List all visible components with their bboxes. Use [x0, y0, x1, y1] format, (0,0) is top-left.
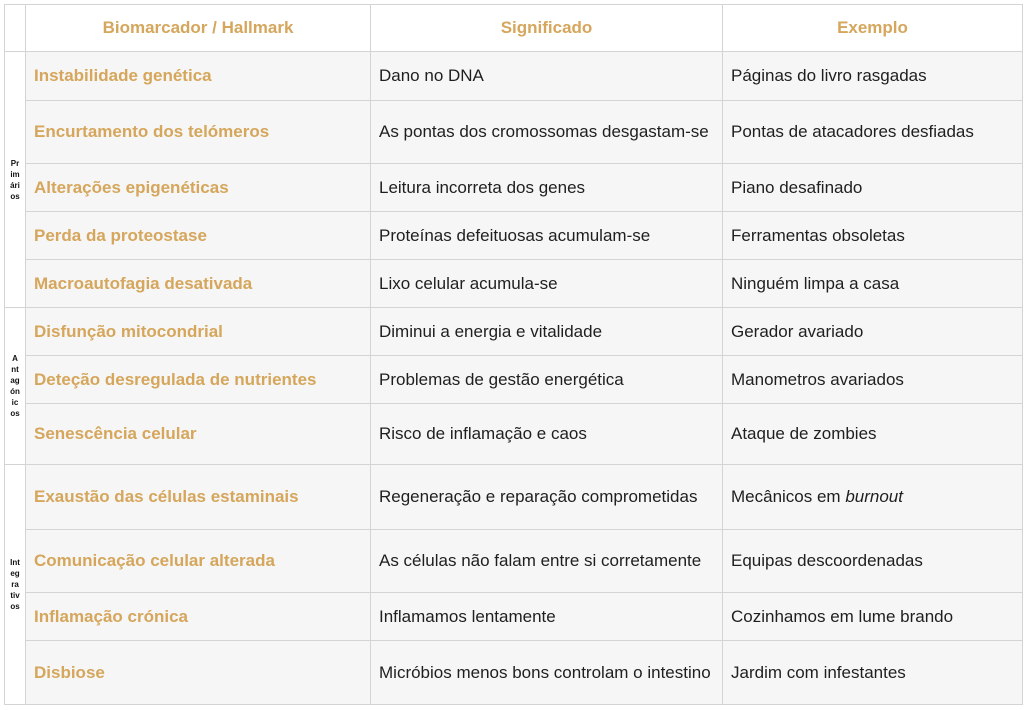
- meaning-cell: Micróbios menos bons controlam o intestino: [371, 641, 723, 705]
- example-emphasis: burnout: [845, 487, 903, 506]
- hallmark-cell: Exaustão das células estaminais: [26, 465, 371, 530]
- meaning-cell: As células não falam entre si corretamente: [371, 530, 723, 593]
- meaning-cell: Inflamamos lentamente: [371, 593, 723, 641]
- hallmark-cell: Deteção desregulada de nutrientes: [26, 356, 371, 404]
- table-row: [5, 465, 1023, 530]
- group-label-integrativos: Integrativos: [5, 465, 26, 705]
- header-meaning: Significado: [371, 5, 723, 52]
- table-row: [5, 308, 1023, 356]
- header-row: [5, 5, 1023, 52]
- table-row: [5, 260, 1023, 308]
- example-text: Mecânicos em: [731, 487, 846, 506]
- group-label-primarios: Primários: [5, 52, 26, 308]
- example-cell: Piano desafinado: [723, 164, 1023, 212]
- example-cell: Gerador avariado: [723, 308, 1023, 356]
- hallmark-cell: Macroautofagia desativada: [26, 260, 371, 308]
- meaning-cell: As pontas dos cromossomas desgastam-se: [371, 101, 723, 164]
- header-example: Exemplo: [723, 5, 1023, 52]
- example-cell: Ferramentas obsoletas: [723, 212, 1023, 260]
- example-cell: Páginas do livro rasgadas: [723, 52, 1023, 101]
- example-cell: Ninguém limpa a casa: [723, 260, 1023, 308]
- meaning-cell: Leitura incorreta dos genes: [371, 164, 723, 212]
- table-row: [5, 530, 1023, 593]
- hallmark-cell: Disfunção mitocondrial: [26, 308, 371, 356]
- hallmark-cell: Disbiose: [26, 641, 371, 705]
- meaning-cell: Problemas de gestão energética: [371, 356, 723, 404]
- hallmark-cell: Inflamação crónica: [26, 593, 371, 641]
- example-cell: [723, 465, 1023, 530]
- meaning-cell: Proteínas defeituosas acumulam-se: [371, 212, 723, 260]
- header-hallmark: Biomarcador / Hallmark: [26, 5, 371, 52]
- meaning-cell: Lixo celular acumula-se: [371, 260, 723, 308]
- group-label-antagonicos: Antagónicos: [5, 308, 26, 465]
- hallmark-cell: Alterações epigenéticas: [26, 164, 371, 212]
- table-row: [5, 356, 1023, 404]
- hallmark-cell: Perda da proteostase: [26, 212, 371, 260]
- hallmark-cell: Encurtamento dos telómeros: [26, 101, 371, 164]
- meaning-cell: Risco de inflamação e caos: [371, 404, 723, 465]
- table-row: [5, 52, 1023, 101]
- meaning-cell: Diminui a energia e vitalidade: [371, 308, 723, 356]
- example-cell: Cozinhamos em lume brando: [723, 593, 1023, 641]
- example-cell: Manometros avariados: [723, 356, 1023, 404]
- meaning-cell: Dano no DNA: [371, 52, 723, 101]
- hallmarks-table: [4, 4, 1023, 705]
- table-row: [5, 164, 1023, 212]
- meaning-cell: Regeneração e reparação comprometidas: [371, 465, 723, 530]
- table-row: [5, 593, 1023, 641]
- hallmark-cell: Instabilidade genética: [26, 52, 371, 101]
- example-cell: Pontas de atacadores desfiadas: [723, 101, 1023, 164]
- hallmark-cell: Senescência celular: [26, 404, 371, 465]
- table-row: [5, 641, 1023, 705]
- table-row: [5, 101, 1023, 164]
- table-row: [5, 404, 1023, 465]
- example-cell: Equipas descoordenadas: [723, 530, 1023, 593]
- example-cell: Jardim com infestantes: [723, 641, 1023, 705]
- example-cell: Ataque de zombies: [723, 404, 1023, 465]
- table-row: [5, 212, 1023, 260]
- hallmark-cell: Comunicação celular alterada: [26, 530, 371, 593]
- header-group-blank: [5, 5, 26, 52]
